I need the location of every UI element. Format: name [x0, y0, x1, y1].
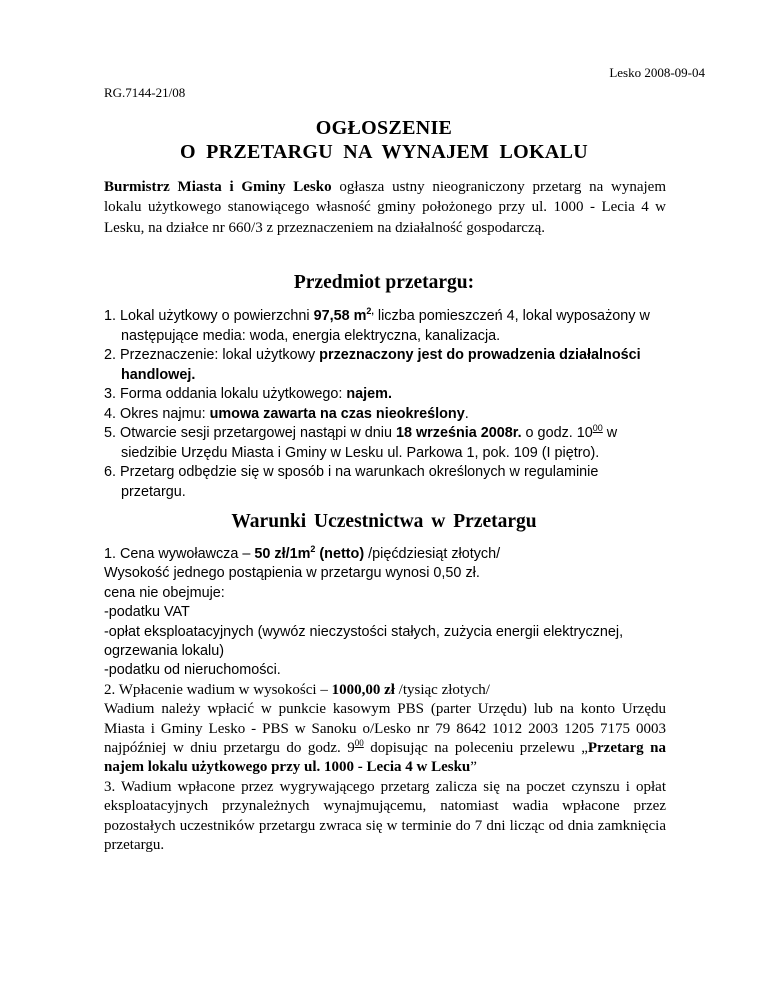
deposit-refund: 3. Wadium wpłacone przez wygrywającego przetarg zalicza się na poczet czynszu i opłat eksploatacyjnych przynależnych wynajmującemu, natomiast wadia wpłacone przez pozostałych uczestników przetargu zwraca się w terminie do 7 dni licząc od dnia zamknięcia przetargu. [104, 778, 666, 854]
conditions-body [104, 545, 666, 856]
list-item: 5. Otwarcie sesji przetargowej nastąpi w dniu 18 września 2008r. o godz. $10^{00}$ w siedzibie Urzędu Miasta i Gminy w Lesku ul. Parkowa 1, pok. 109 (I piętro). [104, 423, 618, 461]
exclusion-fees: -opłat eksploatacyjnych (wywóz nieczystości stałych, zużycia energii elektrycznej, ogrzewania lokalu) [104, 623, 624, 660]
document-title: OGŁOSZENIE [315, 117, 453, 139]
document-subtitle: O PRZETARGU NA WYNAJEM LOKALU [180, 141, 588, 163]
exclusion-vat: -podatku VAT [104, 604, 190, 621]
list-item: 1. Lokal użytkowy o powierzchni 97,58 $m^{2,}$ liczba pomieszczeń 4, lokal wyposażony w następujące media: woda, energia elektryczna, kanalizacja. [104, 306, 650, 344]
deposit-amount: 2. Wpłacenie wadium w wysokości – 1000,00 zł /tysiąc złotych/ [104, 681, 490, 698]
document-date: Lesko 2008-09-04 [609, 65, 705, 80]
bid-increment: Wysokość jednego postąpienia w przetargu wynosi 0,50 zł. [104, 565, 480, 582]
starting-price: 1. Cena wywoławcza – 50 $zł/1m^2$ (netto) /pięćdziesiąt złotych/ [104, 544, 501, 562]
issuer-name: Burmistrz Miasta i Gminy Lesko [104, 179, 332, 195]
list-item: 2. Przeznaczenie: lokal użytkowy przeznaczony jest do prowadzenia działalności handlowej. [104, 347, 641, 383]
deposit-instructions: Wadium należy wpłacić w punkcie kasowym PBS (parter Urzędu) lub na konto Urzędu Miasta i Gminy Lesko - PBS w Sanoku o/Lesko nr 79 8642 1012 2003 1205 7175 0003 najpóźniej w dniu przetargu do godz. $9^{00}$ dopisując na poleceniu przelewu „Przetarg na najem lokalu użytkowego przy ul. 1000 - Lecia 4 w Lesku” [104, 701, 666, 776]
intro-paragraph [104, 177, 666, 238]
section-heading-conditions: Warunki Uczestnictwa w Przetargu [231, 511, 537, 532]
list-item: 3. Forma oddania lokalu użytkowego: najem. [104, 386, 392, 402]
list-item: 4. Okres najmu: umowa zawarta na czas nieokreślony. [104, 405, 469, 422]
list-item: 6. Przetarg odbędzie się w sposób i na warunkach określonych w regulaminie przetargu. [104, 464, 599, 500]
exclusion-property-tax: -podatku od nieruchomości. [104, 662, 281, 679]
intro-text: ogłasza ustny nieograniczony przetarg na wynajem lokalu użytkowego stanowiącego własność gminy położonego przy ul. 1000 - Lecia 4 w Lesku, na działce nr 660/3 z przeznaczeniem na działalność gospodarczą. [104, 179, 667, 236]
reference-number: RG.7144-21/08 [104, 85, 186, 100]
section-heading-subject: Przedmiot przetargu: [293, 272, 475, 293]
subject-list [104, 307, 666, 502]
price-excludes: cena nie obejmuje: [104, 584, 225, 601]
